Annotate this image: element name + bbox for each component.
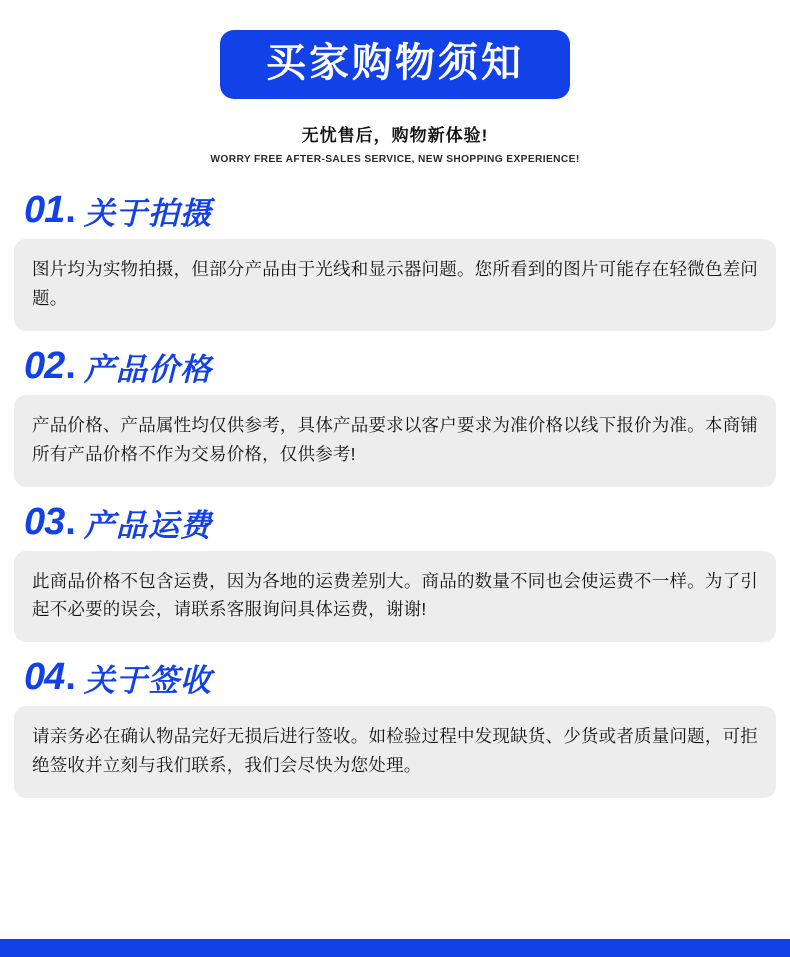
notice-section-03 xyxy=(14,500,776,643)
section-number: 02 xyxy=(24,344,65,387)
section-heading xyxy=(14,191,776,229)
section-title: 关于拍摄 xyxy=(83,196,212,231)
section-separator: . xyxy=(65,500,76,543)
section-body: 产品价格、产品属性均仅供参考，具体产品要求以客户要求为准价格以线下报价为准。本商铺所有产品价格不作为交易价格，仅供参考! xyxy=(14,395,776,487)
section-separator: . xyxy=(65,656,76,699)
section-number: 04 xyxy=(24,656,65,699)
bottom-accent-bar xyxy=(0,939,790,957)
section-number: 01 xyxy=(24,189,65,231)
notice-sections xyxy=(0,191,790,798)
section-title: 产品价格 xyxy=(83,351,212,387)
section-body: 图片均为实物拍摄，但部分产品由于光线和显示器问题。您所看到的图片可能存在轻微色差问题。 xyxy=(14,239,776,331)
section-body: 请亲务必在确认物品完好无损后进行签收。如检验过程中发现缺货、少货或者质量问题，可拒绝签收并立刻与我们联系，我们会尽快为您处理。 xyxy=(14,706,776,798)
notice-section-04 xyxy=(14,658,776,798)
section-title: 关于签收 xyxy=(83,663,212,699)
section-heading xyxy=(14,500,776,543)
section-title: 产品运费 xyxy=(83,507,212,543)
section-body: 此商品价格不包含运费，因为各地的运费差别大。商品的数量不同也会使运费不一样。为了引起不必要的误会，请联系客服询问具体运费，谢谢! xyxy=(14,551,776,643)
section-heading xyxy=(14,344,776,387)
subtitle-en: WORRY FREE AFTER-SALES SERVICE, NEW SHOPPING EXPERIENCE! xyxy=(210,153,580,165)
section-separator: . xyxy=(65,344,76,387)
section-separator: . xyxy=(65,189,76,231)
page-title: 买家购物须知 xyxy=(220,30,570,99)
notice-section-01 xyxy=(14,191,776,331)
notice-section-02 xyxy=(14,344,776,487)
page-header xyxy=(0,0,790,165)
section-heading xyxy=(14,656,776,699)
subtitle-cn: 无忧售后，购物新体验! xyxy=(301,126,489,145)
section-number: 03 xyxy=(24,500,65,543)
